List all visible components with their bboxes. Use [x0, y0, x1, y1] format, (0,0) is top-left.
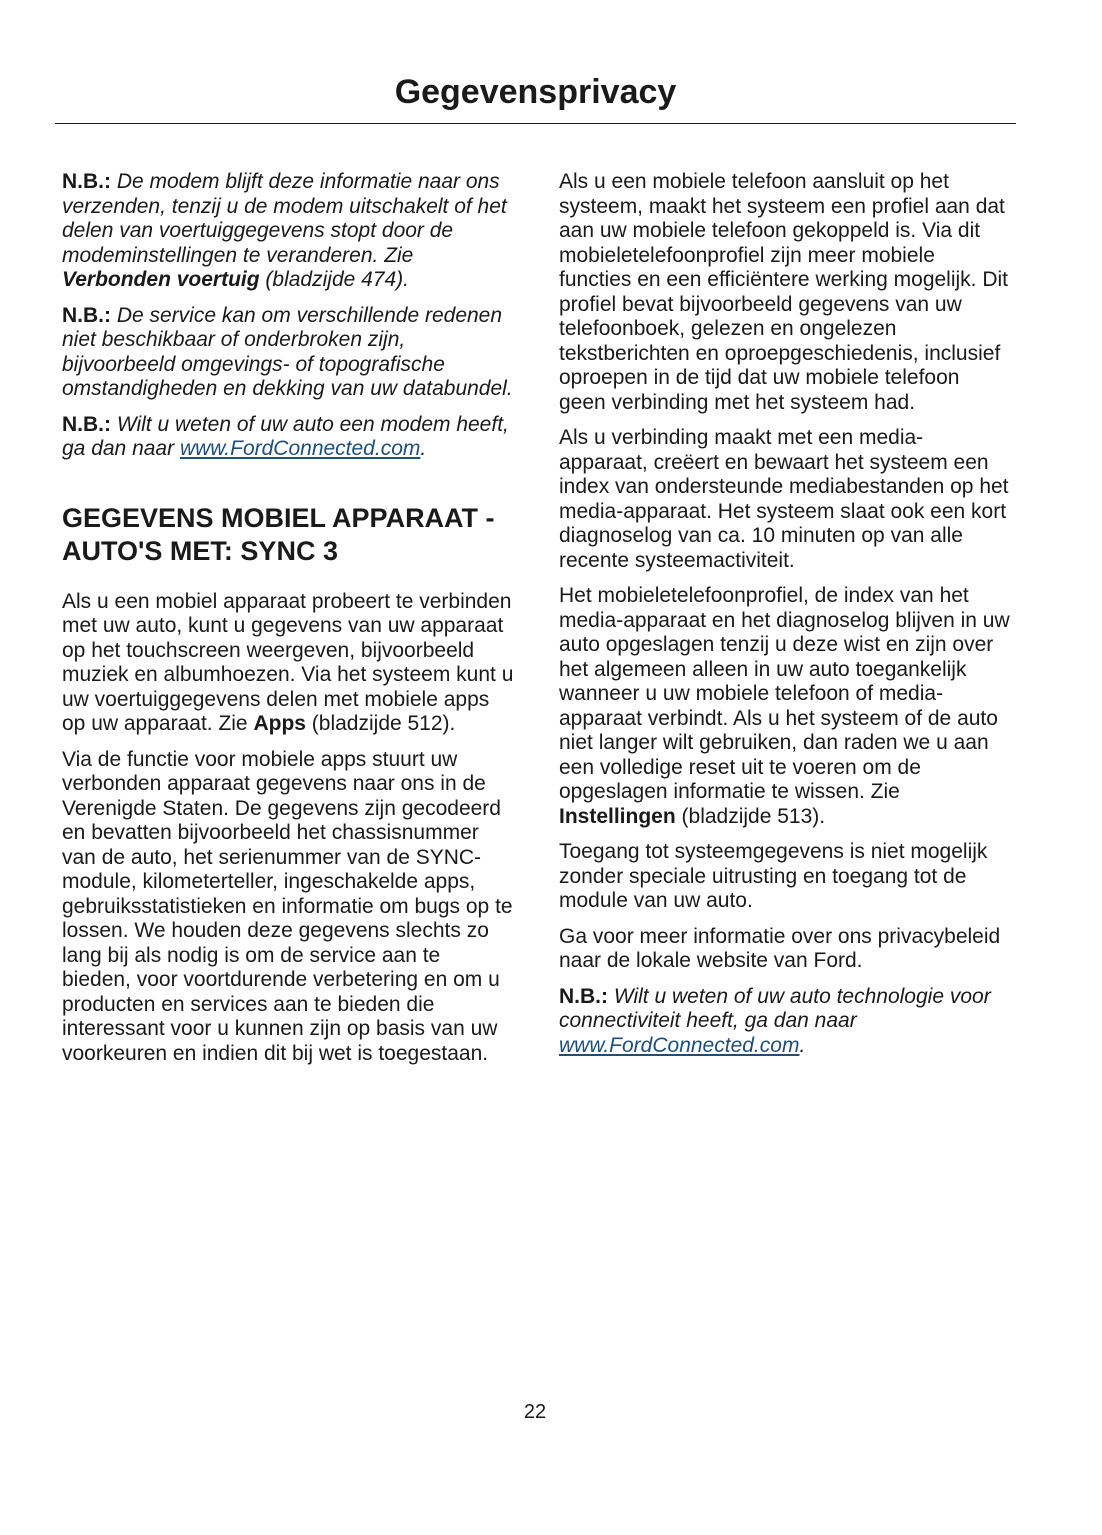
cross-reference-page: (bladzijde 512).: [305, 712, 456, 735]
cross-reference-apps[interactable]: Apps: [253, 712, 306, 735]
paragraph-mobile-apps: Via de functie voor mobiele apps stuurt uw verbonden apparaat gegevens naar ons in de Verenigde Staten. De gegevens zijn gecodeerd en bevatten bijvoorbeeld het chassisnummer van de auto, het serienummer van de SYNC-module, kilometerteller, ingeschakelde apps, gebruiksstatistieken en informatie om bugs op te lossen. We houden deze gegevens slechts zo lang bij als nodig is om de service aan te bieden, voor voortdurende verbetering en om u producten en services aan te bieden die interessant voor u kunnen zijn op basis van uw voorkeuren en indien dit bij wet is toegestaan.: [62, 747, 513, 1065]
page-number: 22: [523, 1401, 547, 1423]
note-label: N.B.:: [62, 412, 111, 436]
paragraph-media-index: Als u verbinding maakt met een media-apparaat, creëert en bewaart het systeem een index van ondersteunde mediabestanden op het media-apparaat. Het systeem slaat ook een kort diagnoselog van ca. 10 minuten op van alle recente systeemactiviteit.: [559, 426, 1009, 572]
fordconnected-link[interactable]: www.FordConnected.com: [559, 1033, 800, 1057]
fordconnected-link[interactable]: www.FordConnected.com: [179, 437, 421, 460]
note-label: N.B.:: [62, 170, 111, 193]
cross-reference-page: (bladzijde 513).: [675, 804, 826, 828]
note-end: .: [799, 1033, 806, 1057]
cross-reference-page: (bladzijde 474).: [259, 268, 409, 291]
note-text: Wilt u weten of uw auto een modem heeft, ga dan naar: [62, 412, 509, 460]
section-heading: GEGEVENS MOBIEL APPARAAT - AUTO'S MET: SYNC 3: [62, 502, 495, 566]
note-connectivity-check: [559, 985, 1011, 1059]
page-title: Gegevensprivacy: [394, 73, 677, 111]
title-divider: [55, 123, 1016, 124]
paragraph-mobile-device: [62, 590, 514, 737]
note-label: N.B.:: [559, 984, 608, 1008]
note-service-availability: [62, 304, 514, 402]
paragraph-system-access: Toegang tot systeemgegevens is niet mogelijk zonder speciale uitrusting en toegang tot de module van uw auto.: [559, 840, 988, 912]
paragraph-text: Het mobieletelefoonprofiel, de index van het media-apparaat en het diagnoselog blijven in uw auto opgeslagen tenzij u deze wist en zijn over het algemeen alleen in uw auto toegankelijk wanneer u uw mobiele telefoon of media-apparaat verbindt. Als u het systeem of de auto niet langer wilt gebruiken, dan raden we u aan een volledige reset uit te voeren om de opgeslagen informatie te wissen. Zie: [559, 584, 1010, 803]
note-text: De modem blijft deze informatie naar ons verzenden, tenzij u de modem uitschakelt of het delen van voertuiggegevens stopt door de modeminstellingen te veranderen. Zie: [62, 170, 507, 267]
left-column: [62, 170, 514, 1077]
note-end: .: [420, 437, 427, 460]
paragraph-stored-data: [559, 584, 1011, 829]
cross-reference-verbonden-voertuig[interactable]: Verbonden voertuig: [62, 268, 260, 291]
note-modem-check: [62, 413, 514, 462]
note-label: N.B.:: [62, 303, 111, 327]
paragraph-text: Als u een mobiel apparaat probeert te verbinden met uw auto, kunt u gegevens van uw apparaat op het touchscreen weergeven, bijvoorbeeld muziek en albumhoezen. Via het systeem kunt u uw voertuiggegevens delen met mobiele apps op uw apparaat. Zie: [62, 589, 514, 735]
right-column: [559, 170, 1011, 1069]
paragraph-privacy-policy: Ga voor meer informatie over ons privacybeleid naar de lokale website van Ford.: [559, 924, 1001, 972]
note-text: De service kan om verschillende redenen niet beschikbaar of onderbroken zijn, bijvoorbeeld omgevings- of topografische omstandigheden en dekking van uw databundel.: [62, 303, 513, 400]
note-modem-info: [62, 170, 514, 293]
cross-reference-instellingen[interactable]: Instellingen: [559, 804, 676, 828]
note-text: Wilt u weten of uw auto technologie voor connectiviteit heeft, ga dan naar: [559, 984, 991, 1032]
paragraph-phone-profile: Als u een mobiele telefoon aansluit op het systeem, maakt het systeem een profiel aan dat aan uw mobiele telefoon gekoppeld is. Via dit mobieletelefoonprofiel zijn meer mobiele functies en een efficiëntere werking mogelijk. Dit profiel bevat bijvoorbeeld gegevens van uw telefoonboek, gelezen en ongelezen tekstberichten en oproepgeschiedenis, inclusief oproepen in de tijd dat uw mobiele telefoon geen verbinding met het systeem had.: [559, 170, 1009, 414]
